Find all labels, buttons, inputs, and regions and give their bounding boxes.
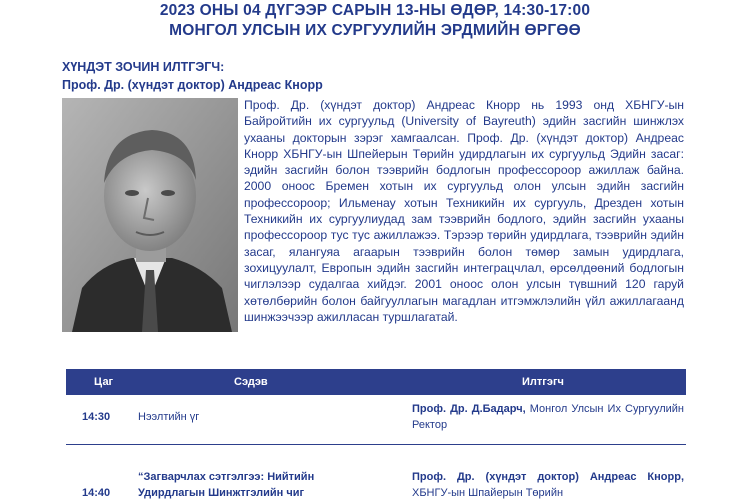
column-header-speaker: Илтгэгч xyxy=(522,376,564,388)
row-speaker xyxy=(412,469,684,500)
event-venue: МОНГОЛ УЛСЫН ИХ СУРГУУЛИЙН ЭРДМИЙН ӨРГӨӨ xyxy=(169,22,581,39)
row-speaker-affiliation: Монгол Улсын Их Сургуулийн Ректор xyxy=(412,403,684,431)
table-row xyxy=(66,395,686,445)
event-date-time: 2023 ОНЫ 04 ДҮГЭЭР САРЫН 13-НЫ ӨДӨР, 14:30-17:00 xyxy=(159,2,591,19)
column-header-time: Цаг xyxy=(94,376,114,388)
speaker-bio xyxy=(62,97,684,341)
row-time: 14:30 xyxy=(82,411,111,423)
speaker-name: Проф. Др. (хүндэт доктор) Андреас Кнорр xyxy=(62,78,323,92)
row-speaker xyxy=(412,401,684,433)
speaker-bio-text: Проф. Др. (хүндэт доктор) Андреас Кнорр нь 1993 онд ХБНГУ-ын Байройтийн их сургуульд (University of Bayreuth) эдийн засгийн шинжлэх ухааны докторын зэрэг хамгаалсан. Проф. Др. (хүндэт доктор) Андреас Кнорр ХБНГУ-ын Шпейерын Төрийн удирдлагын их сургуульд Эдийн засаг: эдийн засгийн болон тээврийн бодлогын профессороор ажиллаж байна. 2000 онoос Бремен хотын их сургуульд олон улсын эдийн засгийн профессороор; Ильменау хотын Техникийн их сургууль, Дрезден хотын Техникийн их сургуулиудад зам тээврийн бодлого, эдийн засгийн ухааны профессороор тус тус ажиллажээ. Тэрээр төрийн удирдлага, тээврийн эдийн засаг, ялангуяа агаарын тээврийн болон төмөр замын удирдлага, зохицуулалт, Европын эдийн засгийн интеграцчлал, өрсөлдөөний бодлогын чиглэлээр судалгаа хийдэг. 2001 оноос олон улсын түвшний 120 гаруй хөтөлбөрийн болон байгууллагын магадлан итгэмжлэлийн үйл ажиллагаанд шинжээчээр ажилласан туршлагатай. xyxy=(244,98,684,324)
table-row xyxy=(66,445,686,500)
row-topic: Нээлтийн үг xyxy=(138,411,200,423)
row-topic: “Загварчлах сэтгэлгээ: Нийтийн Удирдлагын Шинжтгэлийн чиг xyxy=(138,471,315,499)
table-header xyxy=(66,369,686,395)
photo-spacer xyxy=(62,97,244,341)
row-time: 14:40 xyxy=(82,487,111,499)
row-speaker-name: Проф. Др. (хүндэт доктор) Андреас Кнорр, xyxy=(412,471,684,483)
program-table xyxy=(66,369,686,500)
row-speaker-name: Проф. Др. Д.Бадарч, xyxy=(412,403,526,415)
speaker-heading: ХҮНДЭТ ЗОЧИН ИЛТГЭГЧ: xyxy=(62,60,225,74)
row-speaker-affiliation: ХБНГУ-ын Шпайерын Төрийн xyxy=(412,487,564,499)
column-header-topic: Сэдэв xyxy=(234,376,268,388)
